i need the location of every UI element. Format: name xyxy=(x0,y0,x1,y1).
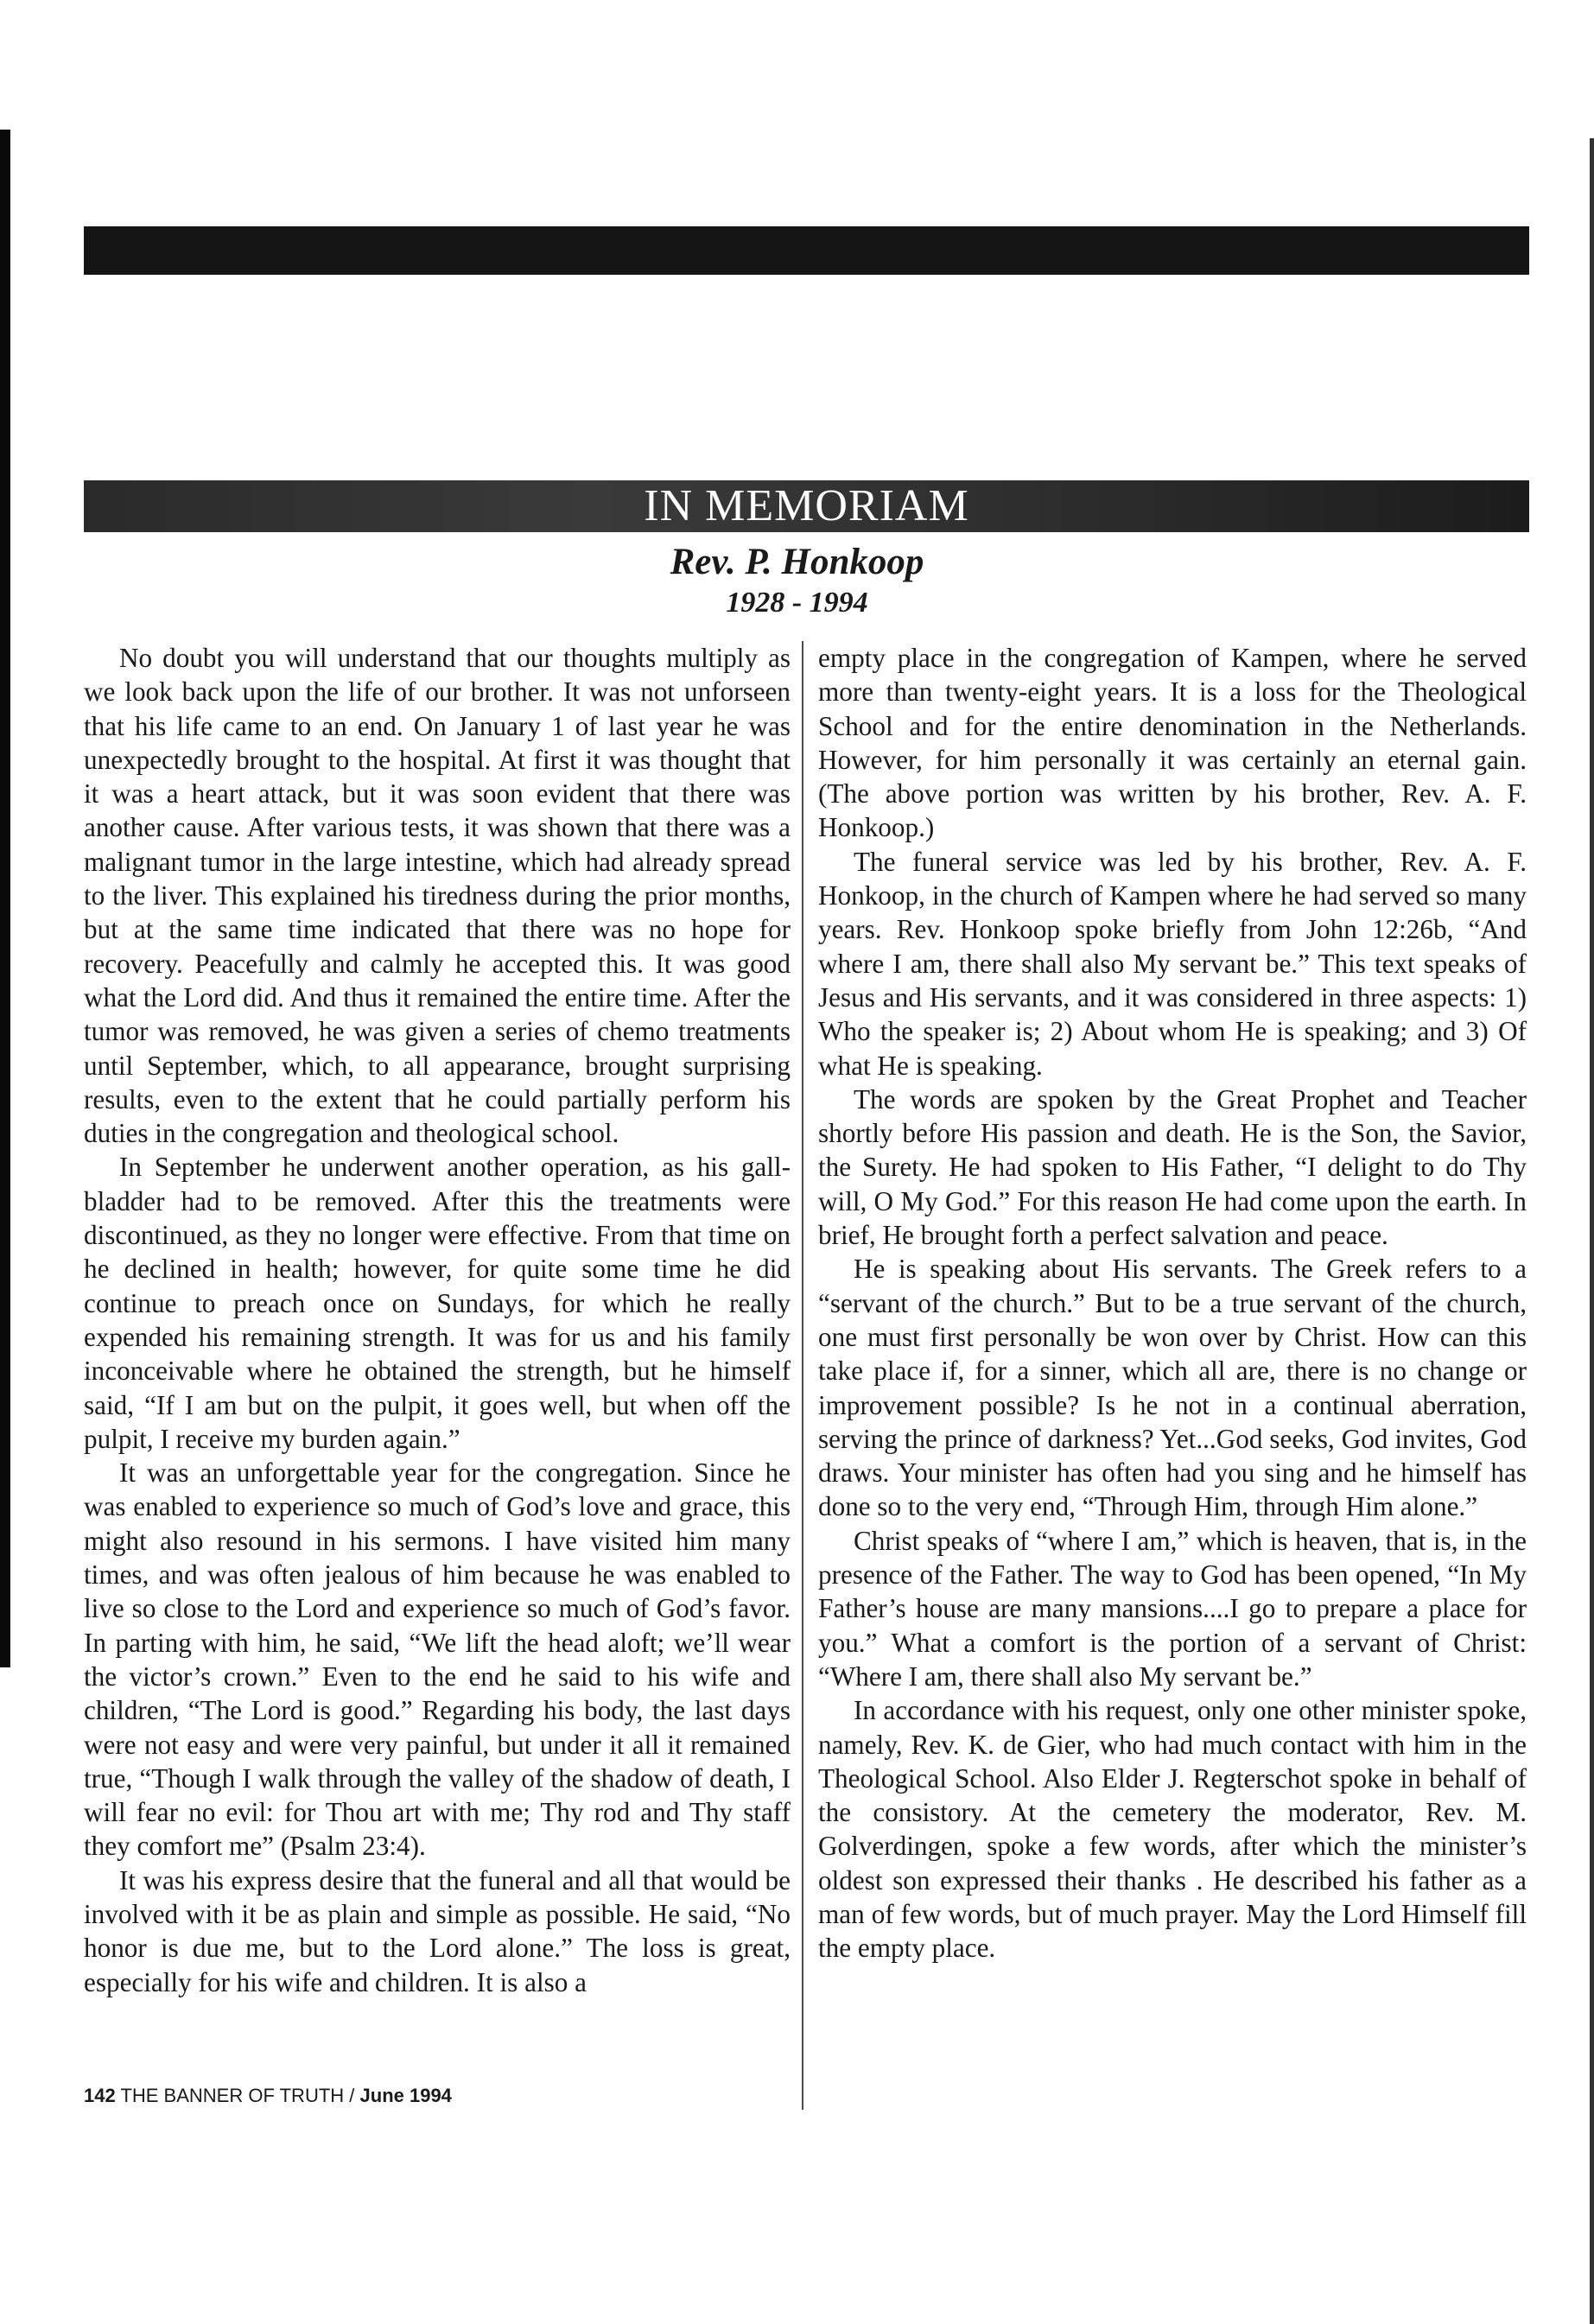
paragraph-continuation: empty place in the congregation of Kampen, where he served more than twenty-eight years. It is a loss for the Theological School and for the entire denomination in the Netherlands. However, for him personally it was certainly an eternal gain. (The above portion was written by his brother, Rev. A. F. Honkoop.) xyxy=(818,643,1527,843)
section-banner xyxy=(84,480,1529,532)
issue-date: June 1994 xyxy=(359,2085,452,2106)
column-divider xyxy=(802,641,803,2110)
memorial-years: 1928 - 1994 xyxy=(726,587,868,619)
memorial-name: Rev. P. Honkoop xyxy=(670,542,924,582)
page-number: 142 xyxy=(84,2085,116,2106)
paragraph: The words are spoken by the Great Prophet and Teacher shortly before His passion and death. He is the Son, the Savior, the Surety. He had spoken to His Father, “I delight to do Thy will, O My God.” For this reason He had come upon the earth. In brief, He brought forth a perfect salvation and peace. xyxy=(818,1083,1527,1251)
paragraph: The funeral service was led by his brother, Rev. A. F. Honkoop, in the church of Kampen where he had served so many years. Rev. Honkoop spoke briefly from John 12:26b, “And where I am, there shall also My servant be.” This text speaks of Jesus and His servants, and it was considered in three aspects: 1) Who the speaker is; 2) About whom He is speaking; and 3) Of what He is speaking. xyxy=(818,846,1527,1081)
article-column-left xyxy=(84,641,791,1999)
paragraph: No doubt you will understand that our thoughts multiply as we look back upon the life of our brother. It was not unforseen that his life came to an end. On January 1 of last year he was unexpectedly brought to the hospital. At first it was thought that it was a heart attack, but it was soon evident that there was another cause. After various tests, it was shown that there was a malignant tumor in the large intestine, which had already spread to the liver. This explained his tiredness during the prior months, but at the same time indicated that there was no hope for recovery. Peacefully and calmly he accepted this. It was good what the Lord did. And thus it remained the entire time. After the tumor was removed, he was given a series of chemo treatments until September, which, to all appearance, brought surprising results, even to the extent that he could partially perform his duties in the congregation and theological school. xyxy=(84,643,791,1149)
paragraph: In accordance with his request, only one other minister spoke, namely, Rev. K. de Gier, who had much contact with him in the Theological School. Also Elder J. Regterschot spoke in behalf of the consistory. At the cemetery the moderator, Rev. M. Golverdingen, spoke a few words, after which the minister’s oldest son expressed their thanks . He described his father as a man of few words, but of much prayer. May the Lord Himself fill the empty place. xyxy=(818,1695,1527,1964)
paragraph: It was his express desire that the funeral and all that would be involved with it be as plain and simple as possible. He said, “No honor is due me, but to the Lord alone.” The loss is great, especially for his wife and children. It is also a xyxy=(84,1864,791,1997)
section-banner-title: IN MEMORIAM xyxy=(644,481,969,530)
header-rule-bar xyxy=(84,226,1529,275)
scan-edge-right xyxy=(1590,138,1594,2324)
page-footer xyxy=(84,2083,452,2109)
scan-edge-left xyxy=(0,130,10,1667)
paragraph: He is speaking about His servants. The Greek refers to a “servant of the church.” But to be a true servant of the church, one must first personally be won over by Christ. How can this take place if, for a sinner, which all are, there is no change or improvement possible? Is he not in a continual aberration, serving the prince of darkness? Yet...God seeks, God invites, God draws. Your minister has often had you sing and he himself has done so to the very end, “Through Him, through Him alone.” xyxy=(818,1254,1527,1522)
paragraph: In September he underwent another operation, as his gall-bladder had to be removed. After this the treatments were discontinued, as they no longer were effective. From that time on he declined in health; however, for quite some time he did continue to preach once on Sundays, for which he really expended his remaining strength. It was for us and his family inconceivable where he obtained the strength, but he himself said, “If I am but on the pulpit, it goes well, but when off the pulpit, I receive my burden again.” xyxy=(84,1152,791,1454)
article-column-right xyxy=(818,641,1527,1965)
paragraph: Christ speaks of “where I am,” which is heaven, that is, in the presence of the Father. The way to God has been opened, “In My Father’s house are many mansions....I go to prepare a place for you.” What a comfort is the portion of a servant of Christ: “Where I am, there shall also My servant be.” xyxy=(818,1525,1527,1692)
publication-title: THE BANNER OF TRUTH / xyxy=(120,2085,355,2106)
paragraph: It was an unforgettable year for the congregation. Since he was enabled to experience so much of God’s love and grace, this might also resound in his sermons. I have visited him many times, and was often jealous of him because he was enabled to live so close to the Lord and experience so much of God’s favor. In parting with him, he said, “We lift the head aloft; we’ll wear the victor’s crown.” Even to the end he said to his wife and children, “The Lord is good.” Regarding his body, the last days were not easy and were very painful, but under it all it remained true, “Though I walk through the valley of the shadow of death, I will fear no evil: for Thou art with me; Thy rod and Thy staff they comfort me” (Psalm 23:4). xyxy=(84,1457,791,1862)
